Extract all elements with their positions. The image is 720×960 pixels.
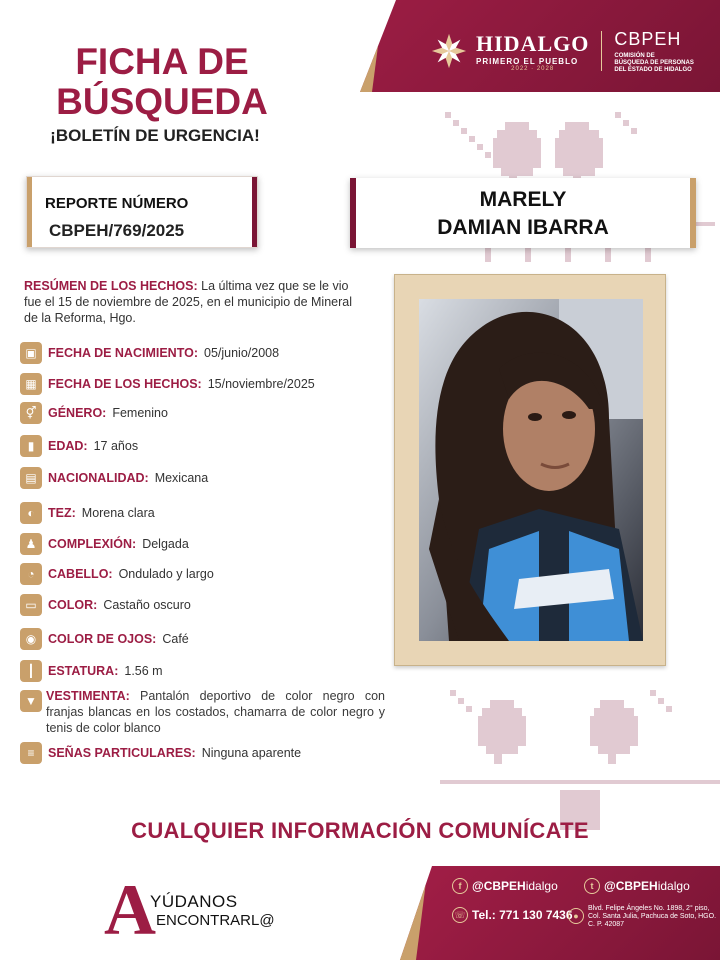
- hidalgo-flower-icon: [430, 32, 468, 70]
- field-label: CABELLO:: [48, 567, 113, 581]
- help-us-logo: [104, 870, 304, 950]
- phone-icon: ☏: [452, 907, 468, 923]
- handle-bold: @CBPEH: [604, 879, 658, 893]
- field-value: Delgada: [142, 537, 189, 551]
- person-name-box: [350, 178, 696, 248]
- report-number: CBPEH/769/2025: [49, 221, 185, 240]
- face-profile-icon: ◐: [20, 502, 42, 524]
- field-birth-date: [20, 342, 279, 364]
- field-value: Castaño oscuro: [103, 598, 191, 612]
- field-clothing: [20, 688, 385, 736]
- field-value: 05/junio/2008: [204, 346, 280, 360]
- field-value: Morena clara: [81, 506, 155, 520]
- ruler-icon: ┃: [20, 660, 42, 682]
- gender-icon: ⚥: [20, 402, 42, 424]
- agency-subtitle-line: COMISIÓN DE: [614, 52, 655, 59]
- field-value: Femenino: [112, 406, 168, 420]
- twitter-contact[interactable]: [584, 878, 690, 894]
- calendar-icon: ▦: [20, 373, 42, 395]
- field-value: 17 años: [93, 439, 139, 453]
- government-slogan: PRIMERO EL PUEBLO: [476, 56, 579, 66]
- shirt-icon: ▼: [20, 690, 42, 712]
- report-box: [26, 176, 258, 248]
- field-height: [20, 660, 163, 682]
- urgency-subtitle: ¡BOLETÍN DE URGENCIA!: [50, 126, 260, 145]
- report-label: REPORTE NÚMERO: [45, 195, 189, 212]
- handle-rest: idalgo: [525, 879, 558, 893]
- field-value: Mexicana: [154, 471, 209, 485]
- field-label: FECHA DE LOS HECHOS:: [48, 377, 202, 391]
- facebook-contact[interactable]: [452, 878, 558, 894]
- field-label: VESTIMENTA:: [46, 689, 130, 703]
- photo-frame: [394, 274, 666, 666]
- phone-number: Tel.: 771 130 7436: [472, 908, 573, 922]
- field-hair: [20, 563, 214, 585]
- government-years: 2022 · 2028: [511, 65, 555, 72]
- field-nationality: [20, 467, 208, 489]
- field-event-date: [20, 373, 315, 395]
- summary-of-events: [24, 278, 359, 326]
- field-label: GÉNERO:: [48, 406, 107, 420]
- hair-icon: ◔: [20, 563, 42, 585]
- field-value: Café: [162, 632, 189, 646]
- field-value: Pantalón deportivo de color negro con franjas blancas en los costados, chamarra de color negro y tenis de color blanco: [46, 689, 385, 735]
- field-value: Ninguna aparente: [201, 746, 302, 760]
- field-age: [20, 435, 138, 457]
- help-logo-letter: A: [104, 870, 156, 950]
- person-last-names: DAMIAN IBARRA: [437, 216, 609, 239]
- field-distinguishing-marks: [20, 742, 301, 764]
- government-name: HIDALGO: [476, 30, 590, 56]
- page-title-line: FICHA DE: [75, 41, 249, 82]
- handle-rest: idalgo: [657, 879, 690, 893]
- address-text: Blvd. Felipe Ángeles No. 1898, 2° piso, Col. Santa Julia, Pachuca de Soto, HGO. C. P. 42087: [588, 905, 717, 928]
- summary-text: La última vez que se le vio fue el 15 de noviembre de 2025, en el municipio de Mineral de la Reforma, Hgo.: [24, 279, 352, 325]
- call-to-action: CUALQUIER INFORMACIÓN COMUNÍCATE: [131, 818, 589, 843]
- body-icon: ♟: [20, 533, 42, 555]
- facebook-handle: [472, 879, 558, 893]
- person-first-name: MARELY: [479, 188, 567, 211]
- person-photo-illustration: [419, 299, 643, 641]
- eye-icon: ◉: [20, 628, 42, 650]
- twitter-handle: [604, 879, 690, 893]
- field-gender: [20, 402, 168, 424]
- twitter-icon: t: [584, 878, 600, 894]
- phone-contact[interactable]: [452, 907, 573, 923]
- page-title-line: BÚSQUEDA: [56, 81, 268, 122]
- field-label: FECHA DE NACIMIENTO:: [48, 346, 198, 360]
- field-value: 15/noviembre/2025: [207, 377, 315, 391]
- field-label: ESTATURA:: [48, 664, 119, 678]
- summary-label: RESÚMEN DE LOS HECHOS:: [24, 279, 198, 293]
- cake-icon: ▣: [20, 342, 42, 364]
- field-value: 1.56 m: [124, 664, 163, 678]
- agency-subtitle-line: DEL ESTADO DE HIDALGO: [614, 66, 692, 73]
- help-logo-line: YÚDANOS: [150, 892, 238, 911]
- page-title: [52, 42, 272, 122]
- person-photo: [419, 299, 643, 641]
- field-value: Ondulado y largo: [118, 567, 214, 581]
- field-label: COMPLEXIÓN:: [48, 537, 137, 551]
- agency-subtitle-line: BÚSQUEDA DE PERSONAS: [614, 59, 694, 66]
- agency-subtitle: [614, 53, 693, 74]
- age-icon: ▮: [20, 435, 42, 457]
- help-logo-line: ENCONTRARL@: [156, 912, 275, 929]
- field-build: [20, 533, 189, 555]
- clothing-description: [46, 688, 385, 736]
- field-label: EDAD:: [48, 439, 88, 453]
- field-skin-tone: [20, 502, 155, 524]
- field-hair-color: [20, 594, 191, 616]
- field-label: TEZ:: [48, 506, 76, 520]
- marks-icon: ≡: [20, 742, 42, 764]
- field-label: COLOR DE OJOS:: [48, 632, 157, 646]
- handle-bold: @CBPEH: [472, 879, 526, 893]
- location-pin-icon: ●: [568, 908, 584, 924]
- facebook-icon: f: [452, 878, 468, 894]
- field-label: SEÑAS PARTICULARES:: [48, 746, 196, 760]
- field-eye-color: [20, 628, 189, 650]
- government-logo: [430, 26, 694, 76]
- agency-name: CBPEH: [614, 28, 682, 49]
- hair-color-icon: ▭: [20, 594, 42, 616]
- field-label: COLOR:: [48, 598, 98, 612]
- id-card-icon: ▤: [20, 467, 42, 489]
- logo-separator: [601, 31, 602, 71]
- field-label: NACIONALIDAD:: [48, 471, 149, 485]
